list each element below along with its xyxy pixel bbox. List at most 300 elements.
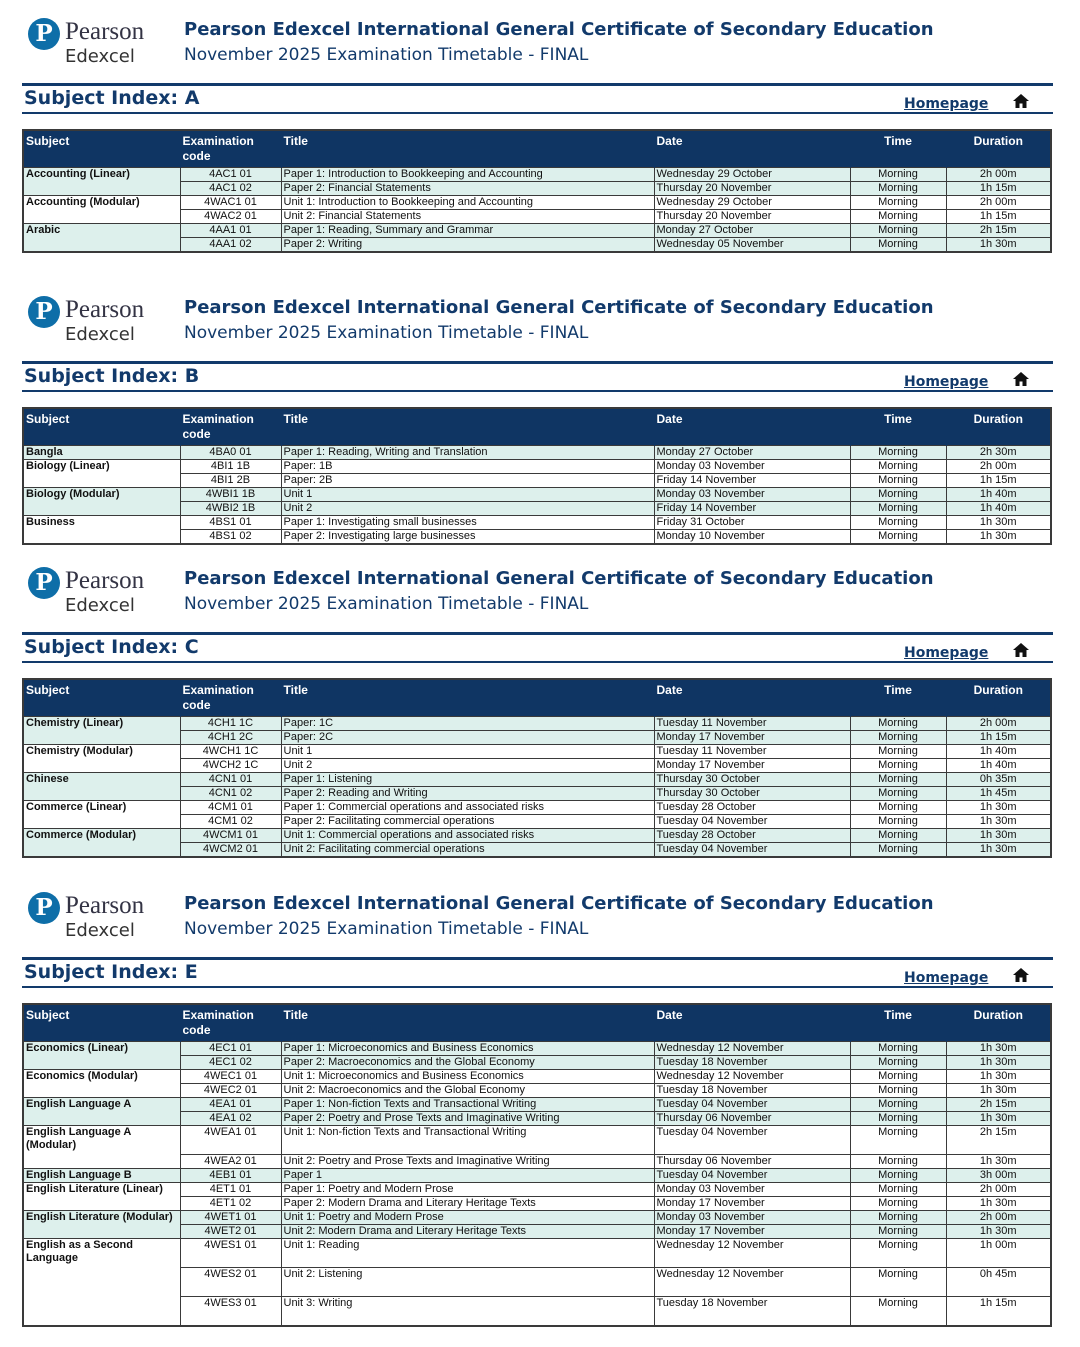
cell-title: Paper 1: Non-fiction Texts and Transactional Writing [281,1098,654,1112]
cell-duration: 1h 15m [946,210,1051,224]
cell-time: Morning [850,815,946,829]
cell-subject [23,530,180,545]
cell-title: Paper 1: Commercial operations and associated risks [281,801,654,815]
cell-code: 4EB1 01 [180,1169,281,1183]
cell-code: 4ET1 02 [180,1197,281,1211]
cell-subject [23,787,180,801]
divider [22,390,1053,392]
cell-date: Tuesday 28 October [654,801,850,815]
cell-duration: 2h 00m [946,168,1051,182]
table-row [23,530,1051,545]
cell-duration: 1h 40m [946,745,1051,759]
cell-code: 4EA1 01 [180,1098,281,1112]
logo-edexcel-text: Edexcel [65,595,135,616]
cell-time: Morning [850,1225,946,1239]
cell-date: Wednesday 12 November [654,1070,850,1084]
cell-duration: 1h 30m [946,843,1051,858]
cell-subject: Economics (Modular) [23,1070,180,1084]
cell-date: Wednesday 12 November [654,1268,850,1297]
table-row [23,210,1051,224]
cell-title: Paper 1 [281,1169,654,1183]
cell-time: Morning [850,801,946,815]
cell-title: Unit 2: Facilitating commercial operations [281,843,654,858]
home-icon[interactable] [1012,642,1030,658]
cell-duration: 0h 45m [946,1268,1051,1297]
timetable [22,129,1052,253]
cell-title: Unit 2: Financial Statements [281,210,654,224]
cell-duration: 2h 15m [946,1126,1051,1155]
column-header-date: Date [654,130,850,168]
table-row [23,801,1051,815]
column-header-duration: Duration [946,130,1051,168]
cell-title: Unit 3: Writing [281,1297,654,1327]
table-row [23,460,1051,474]
cell-time: Morning [850,829,946,843]
table-row [23,773,1051,787]
column-header-title: Title [281,408,654,446]
cell-date: Tuesday 18 November [654,1297,850,1327]
cell-duration: 2h 00m [946,717,1051,731]
cell-date: Thursday 30 October [654,787,850,801]
cell-date: Friday 31 October [654,516,850,530]
cell-time: Morning [850,168,946,182]
cell-time: Morning [850,1070,946,1084]
cell-duration: 1h 30m [946,1084,1051,1098]
cell-date: Tuesday 04 November [654,843,850,858]
cell-time: Morning [850,1197,946,1211]
cell-subject [23,474,180,488]
home-icon[interactable] [1012,967,1030,983]
subject-index-title: Subject Index: C [24,636,199,658]
pearson-logo-mark: P [28,567,60,599]
logo-pearson-text: Pearson [65,567,145,594]
timetable [22,1003,1052,1327]
cell-code: 4CH1 2C [180,731,281,745]
home-icon[interactable] [1012,93,1030,109]
cell-subject: Business [23,516,180,530]
cell-time: Morning [850,474,946,488]
table-header-row [23,130,1051,168]
cell-subject [23,1056,180,1070]
subject-index-title: Subject Index: E [24,961,198,983]
cell-time: Morning [850,787,946,801]
table-header-row [23,679,1051,717]
cell-title: Paper 2: Facilitating commercial operations [281,815,654,829]
cell-title: Unit 1: Introduction to Bookkeeping and Accounting [281,196,654,210]
divider [22,661,1053,663]
cell-duration: 1h 30m [946,829,1051,843]
cell-code: 4WCH2 1C [180,759,281,773]
cell-date: Monday 03 November [654,488,850,502]
cell-title: Unit 2: Modern Drama and Literary Heritage Texts [281,1225,654,1239]
table-row [23,745,1051,759]
cell-time: Morning [850,502,946,516]
cell-duration: 1h 15m [946,731,1051,745]
table-row [23,1155,1051,1169]
logo-edexcel-text: Edexcel [65,920,135,941]
logo-edexcel-text: Edexcel [65,46,135,67]
cell-duration: 1h 15m [946,1297,1051,1327]
table-row [23,1211,1051,1225]
cell-time: Morning [850,745,946,759]
cell-title: Unit 1 [281,745,654,759]
cell-subject: Chemistry (Linear) [23,717,180,731]
cell-duration: 2h 15m [946,224,1051,238]
cell-time: Morning [850,488,946,502]
divider [22,361,1053,364]
homepage-link[interactable]: Homepage [904,970,989,986]
cell-subject: Bangla [23,446,180,460]
document-subtitle: November 2025 Examination Timetable - FINAL [184,594,589,614]
cell-date: Monday 27 October [654,224,850,238]
cell-subject [23,1297,180,1327]
column-header-subject: Subject [23,408,180,446]
cell-date: Tuesday 11 November [654,717,850,731]
cell-date: Monday 17 November [654,759,850,773]
cell-title: Paper 2: Modern Drama and Literary Heritage Texts [281,1197,654,1211]
subject-index-title: Subject Index: A [24,87,200,109]
cell-duration: 1h 15m [946,474,1051,488]
homepage-link[interactable]: Homepage [904,645,989,661]
table-row [23,182,1051,196]
homepage-link[interactable]: Homepage [904,96,989,112]
cell-duration: 1h 30m [946,238,1051,253]
cell-date: Wednesday 29 October [654,196,850,210]
cell-subject: English as a Second Language [23,1239,180,1268]
cell-title: Paper 1: Investigating small businesses [281,516,654,530]
cell-duration: 2h 30m [946,446,1051,460]
cell-code: 4WET1 01 [180,1211,281,1225]
table-row [23,1098,1051,1112]
cell-title: Paper 2: Financial Statements [281,182,654,196]
cell-code: 4WAC1 01 [180,196,281,210]
cell-duration: 1h 30m [946,1112,1051,1126]
logo-pearson-text: Pearson [65,296,145,323]
table-header-row [23,408,1051,446]
cell-duration: 1h 30m [946,1070,1051,1084]
cell-code: 4WBI1 1B [180,488,281,502]
document-subtitle: November 2025 Examination Timetable - FINAL [184,45,589,65]
table-row [23,1084,1051,1098]
cell-subject: English Language A (Modular) [23,1126,180,1155]
cell-time: Morning [850,182,946,196]
cell-title: Paper 1: Reading, Summary and Grammar [281,224,654,238]
cell-subject: Commerce (Linear) [23,801,180,815]
column-header-time: Time [850,679,946,717]
cell-time: Morning [850,843,946,858]
cell-subject [23,210,180,224]
table-row [23,1070,1051,1084]
cell-date: Thursday 20 November [654,210,850,224]
logo-pearson-text: Pearson [65,892,145,919]
cell-time: Morning [850,460,946,474]
cell-subject [23,238,180,253]
table-row [23,238,1051,253]
cell-duration: 1h 30m [946,1056,1051,1070]
cell-code: 4CH1 1C [180,717,281,731]
cell-date: Monday 03 November [654,1211,850,1225]
column-header-code: Examination code [180,679,281,717]
cell-time: Morning [850,1211,946,1225]
cell-date: Friday 14 November [654,502,850,516]
cell-code: 4EA1 02 [180,1112,281,1126]
cell-code: 4ET1 01 [180,1183,281,1197]
cell-date: Tuesday 04 November [654,1098,850,1112]
column-header-duration: Duration [946,1004,1051,1042]
cell-code: 4CM1 01 [180,801,281,815]
table-header-row [23,1004,1051,1042]
logo-edexcel-text: Edexcel [65,324,135,345]
cell-time: Morning [850,717,946,731]
cell-duration: 2h 00m [946,460,1051,474]
cell-subject [23,502,180,516]
table-row [23,1056,1051,1070]
cell-subject [23,1225,180,1239]
cell-code: 4BI1 2B [180,474,281,488]
cell-date: Tuesday 28 October [654,829,850,843]
pearson-logo-mark: P [28,18,60,50]
cell-code: 4WCM2 01 [180,843,281,858]
cell-title: Paper 1: Listening [281,773,654,787]
table-row [23,1112,1051,1126]
cell-time: Morning [850,1183,946,1197]
cell-title: Unit 1: Poetry and Modern Prose [281,1211,654,1225]
logo-pearson-text: Pearson [65,18,145,45]
cell-title: Unit 1: Non-fiction Texts and Transactional Writing [281,1126,654,1155]
cell-code: 4WEC2 01 [180,1084,281,1098]
cell-time: Morning [850,1239,946,1268]
divider [22,83,1053,86]
cell-subject: Accounting (Modular) [23,196,180,210]
cell-title: Paper 2: Poetry and Prose Texts and Imaginative Writing [281,1112,654,1126]
cell-code: 4WEA1 01 [180,1126,281,1155]
cell-duration: 1h 40m [946,502,1051,516]
cell-date: Monday 27 October [654,446,850,460]
column-header-time: Time [850,130,946,168]
cell-title: Paper: 1B [281,460,654,474]
table-row [23,502,1051,516]
cell-date: Monday 17 November [654,731,850,745]
cell-title: Unit 2: Macroeconomics and the Global Economy [281,1084,654,1098]
cell-time: Morning [850,1112,946,1126]
table-row [23,787,1051,801]
cell-time: Morning [850,1297,946,1327]
cell-subject: Arabic [23,224,180,238]
cell-duration: 1h 30m [946,801,1051,815]
pearson-logo-mark: P [28,892,60,924]
table-row [23,759,1051,773]
cell-date: Tuesday 11 November [654,745,850,759]
cell-title: Unit 2 [281,502,654,516]
column-header-title: Title [281,679,654,717]
cell-code: 4BS1 02 [180,530,281,545]
document-subtitle: November 2025 Examination Timetable - FINAL [184,919,589,939]
cell-title: Paper 1: Microeconomics and Business Economics [281,1042,654,1056]
cell-subject: Chinese [23,773,180,787]
cell-duration: 1h 40m [946,759,1051,773]
cell-subject [23,1155,180,1169]
cell-code: 4AC1 02 [180,182,281,196]
table-row [23,446,1051,460]
cell-code: 4WET2 01 [180,1225,281,1239]
cell-code: 4WES1 01 [180,1239,281,1268]
table-row [23,731,1051,745]
cell-duration: 1h 15m [946,182,1051,196]
column-header-subject: Subject [23,679,180,717]
cell-date: Tuesday 18 November [654,1084,850,1098]
cell-date: Monday 03 November [654,1183,850,1197]
table-row [23,843,1051,858]
cell-duration: 2h 00m [946,1183,1051,1197]
cell-code: 4AA1 01 [180,224,281,238]
cell-subject: English Literature (Linear) [23,1183,180,1197]
table-row [23,196,1051,210]
cell-time: Morning [850,196,946,210]
cell-code: 4AC1 01 [180,168,281,182]
column-header-subject: Subject [23,130,180,168]
cell-title: Paper 2: Reading and Writing [281,787,654,801]
cell-time: Morning [850,1169,946,1183]
cell-subject [23,1112,180,1126]
pearson-logo [28,890,168,950]
divider [22,632,1053,635]
pearson-logo [28,294,168,354]
column-header-code: Examination code [180,408,281,446]
home-icon[interactable] [1012,371,1030,387]
column-header-time: Time [850,1004,946,1042]
pearson-logo [28,565,168,625]
table-row [23,1239,1051,1268]
cell-code: 4WES2 01 [180,1268,281,1297]
cell-title: Paper 1: Poetry and Modern Prose [281,1183,654,1197]
cell-title: Paper: 2B [281,474,654,488]
cell-title: Unit 2: Poetry and Prose Texts and Imaginative Writing [281,1155,654,1169]
cell-date: Monday 17 November [654,1197,850,1211]
cell-date: Friday 14 November [654,474,850,488]
cell-date: Monday 17 November [654,1225,850,1239]
cell-duration: 3h 00m [946,1169,1051,1183]
cell-subject: Accounting (Linear) [23,168,180,182]
cell-date: Monday 10 November [654,530,850,545]
cell-subject: Commerce (Modular) [23,829,180,843]
cell-date: Thursday 20 November [654,182,850,196]
column-header-code: Examination code [180,130,281,168]
cell-duration: 1h 45m [946,787,1051,801]
divider [22,957,1053,960]
table-row [23,829,1051,843]
cell-duration: 1h 40m [946,488,1051,502]
cell-time: Morning [850,210,946,224]
table-row [23,1183,1051,1197]
cell-duration: 1h 30m [946,516,1051,530]
cell-time: Morning [850,224,946,238]
cell-title: Unit 1: Reading [281,1239,654,1268]
cell-time: Morning [850,759,946,773]
cell-time: Morning [850,530,946,545]
cell-duration: 1h 30m [946,1155,1051,1169]
cell-code: 4BS1 01 [180,516,281,530]
pearson-logo-mark: P [28,296,60,328]
table-row [23,1126,1051,1155]
cell-subject: Chemistry (Modular) [23,745,180,759]
cell-subject [23,182,180,196]
column-header-duration: Duration [946,679,1051,717]
cell-subject: Biology (Modular) [23,488,180,502]
cell-duration: 2h 15m [946,1098,1051,1112]
table-row [23,1169,1051,1183]
cell-subject [23,1268,180,1297]
cell-title: Unit 1: Microeconomics and Business Economics [281,1070,654,1084]
column-header-duration: Duration [946,408,1051,446]
cell-subject [23,815,180,829]
cell-date: Thursday 06 November [654,1155,850,1169]
cell-subject: English Language B [23,1169,180,1183]
column-header-subject: Subject [23,1004,180,1042]
document-subtitle: November 2025 Examination Timetable - FINAL [184,323,589,343]
cell-time: Morning [850,1268,946,1297]
cell-date: Wednesday 29 October [654,168,850,182]
table-row [23,488,1051,502]
timetable [22,678,1052,858]
cell-date: Tuesday 04 November [654,1126,850,1155]
timetable [22,407,1052,545]
cell-time: Morning [850,1126,946,1155]
table-row [23,1297,1051,1327]
column-header-title: Title [281,130,654,168]
table-row [23,1225,1051,1239]
cell-code: 4BA0 01 [180,446,281,460]
cell-duration: 2h 00m [946,1211,1051,1225]
homepage-link[interactable]: Homepage [904,374,989,390]
document-title: Pearson Edexcel International General Certificate of Secondary Education [184,568,934,589]
cell-time: Morning [850,1155,946,1169]
cell-code: 4WEC1 01 [180,1070,281,1084]
column-header-date: Date [654,408,850,446]
cell-time: Morning [850,446,946,460]
cell-duration: 1h 00m [946,1239,1051,1268]
cell-duration: 1h 30m [946,1197,1051,1211]
cell-title: Paper 1: Reading, Writing and Translation [281,446,654,460]
cell-time: Morning [850,773,946,787]
cell-title: Paper 2: Writing [281,238,654,253]
cell-duration: 1h 30m [946,815,1051,829]
cell-duration: 0h 35m [946,773,1051,787]
cell-duration: 2h 00m [946,196,1051,210]
cell-time: Morning [850,238,946,253]
cell-date: Tuesday 04 November [654,1169,850,1183]
cell-subject: English Literature (Modular) [23,1211,180,1225]
cell-time: Morning [850,1084,946,1098]
document-title: Pearson Edexcel International General Certificate of Secondary Education [184,297,934,318]
cell-code: 4WCM1 01 [180,829,281,843]
cell-date: Wednesday 12 November [654,1239,850,1268]
cell-date: Wednesday 12 November [654,1042,850,1056]
document-title: Pearson Edexcel International General Certificate of Secondary Education [184,19,934,40]
cell-title: Unit 1: Commercial operations and associated risks [281,829,654,843]
table-row [23,516,1051,530]
cell-date: Thursday 06 November [654,1112,850,1126]
cell-code: 4CN1 01 [180,773,281,787]
column-header-date: Date [654,679,850,717]
cell-date: Thursday 30 October [654,773,850,787]
cell-subject [23,843,180,858]
cell-title: Paper 2: Macroeconomics and the Global Economy [281,1056,654,1070]
cell-date: Wednesday 05 November [654,238,850,253]
cell-title: Paper: 2C [281,731,654,745]
cell-subject: English Language A [23,1098,180,1112]
cell-subject: Biology (Linear) [23,460,180,474]
table-row [23,815,1051,829]
